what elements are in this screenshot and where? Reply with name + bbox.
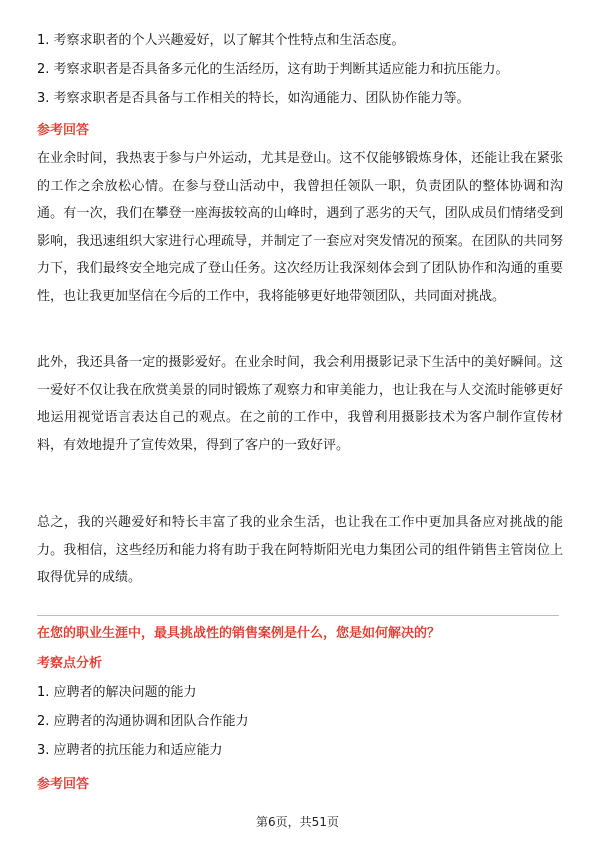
- section-divider: [37, 615, 559, 616]
- page-number-footer: 第6页，共51页: [256, 815, 339, 829]
- analysis-list-item-1: 1. 应聘者的解决问题的能力: [37, 685, 197, 700]
- answer-paragraph-3: 总之，我的兴趣爱好和特长丰富了我的业余生活，也让我在工作中更加具备应对挑战的能力。我相信，这些经历和能力将有助于我在阿特斯阳光电力集团公司的组件销售主管岗位上取得优异的成绩。: [37, 515, 563, 585]
- analysis-list-item-3: 3. 应聘者的抗压能力和适应能力: [37, 743, 223, 758]
- analysis-list-item-2: 2. 应聘者的沟通协调和团队合作能力: [37, 714, 249, 729]
- interview-question: 在您的职业生涯中，最具挑战性的销售案例是什么，您是如何解决的？: [37, 626, 441, 641]
- analysis-heading: 考察点分析: [37, 656, 103, 671]
- answer-paragraph-2: 此外，我还具备一定的摄影爱好。在业余时间，我会利用摄影记录下生活中的美好瞬间。这一爱好不仅让我在欣赏美景的同时锻炼了观察力和审美能力，也让我在与人交流时能够更好地运用视觉语言表达自己的观点。在之前的工作中，我曾利用摄影技术为客户制作宣传材料，有效地提升了宣传效果，得到了客户的一致好评。: [37, 355, 563, 453]
- top-list-item-2: 2. 考察求职者是否具备多元化的生活经历，这有助于判断其适应能力和抗压能力。: [37, 62, 509, 77]
- top-list-item-3: 3. 考察求职者是否具备与工作相关的特长，如沟通能力、团队协作能力等。: [37, 91, 470, 106]
- reference-answer-heading-2: 参考回答: [37, 777, 90, 792]
- reference-answer-heading: 参考回答: [37, 123, 90, 138]
- answer-paragraph-1: 在业余时间，我热衷于参与户外运动，尤其是登山。这不仅能够锻炼身体，还能让我在紧张的工作之余放松心情。在参与登山活动中，我曾担任领队一职，负责团队的整体协调和沟通。有一次，我们在攀登一座海拔较高的山峰时，遇到了恶劣的天气，团队成员们情绪受到影响，我迅速组织大家进行心理疏导，并制定了一套应对突发情况的预案。在团队的共同努力下，我们最终安全地完成了登山任务。这次经历让我深刻体会到了团队协作和沟通的重要性，也让我更加坚信在今后的工作中，我将能够更好地带领团队，共同面对挑战。: [37, 151, 563, 304]
- top-list-item-1: 1. 考察求职者的个人兴趣爱好，以了解其个性特点和生活态度。: [37, 33, 405, 48]
